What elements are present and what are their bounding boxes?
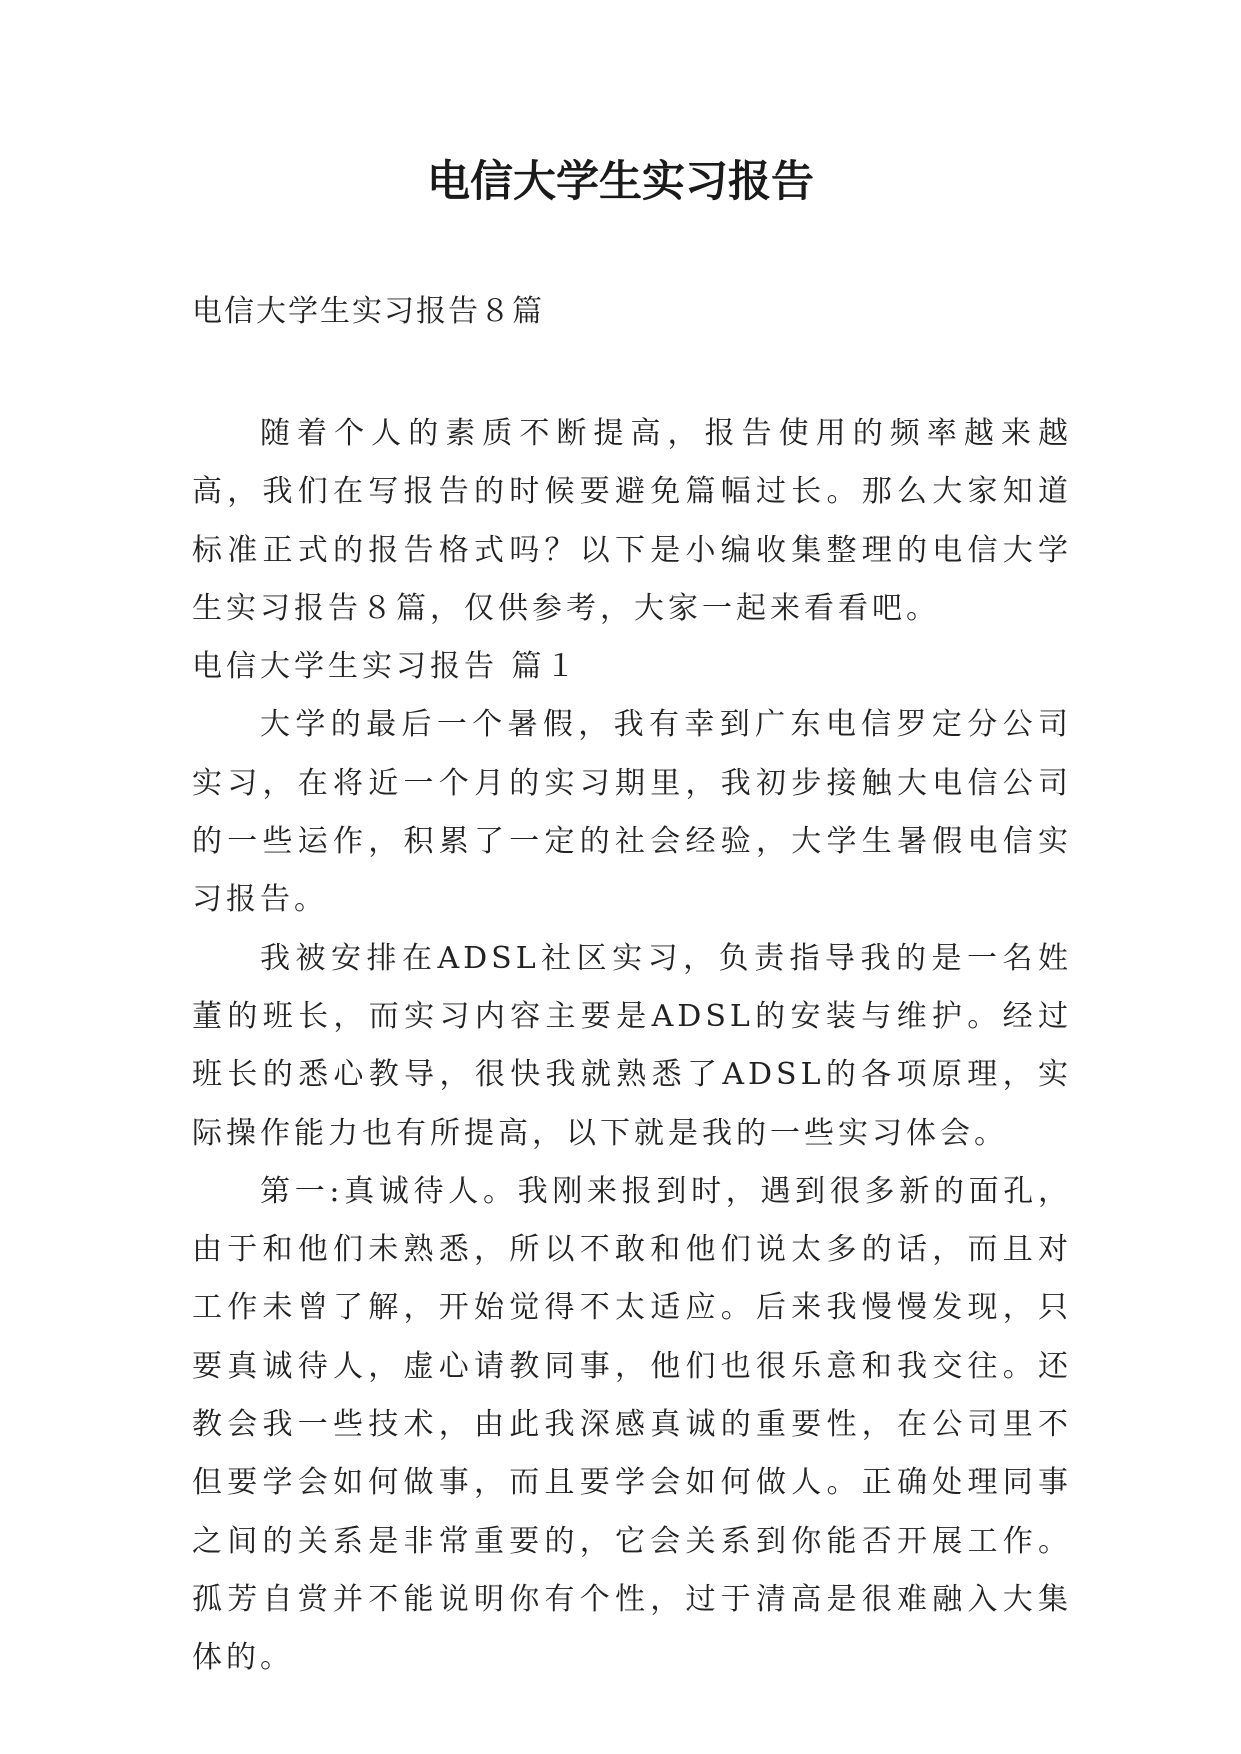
- section-heading: 电信大学生实习报告 篇１: [192, 649, 580, 685]
- document-subtitle: 电信大学生实习报告８篇: [192, 294, 544, 329]
- body-paragraph: 大学的最后一个暑假，我有幸到广东电信罗定分公司实习，在将近一个月的实习期里，我初步接触大电信公司的一些运作，积累了一定的社会经验，大学生暑假电信实习报告。: [192, 707, 1072, 918]
- document-body: [192, 405, 1072, 1688]
- body-paragraph: 第一:真诚待人。我刚来报到时，遇到很多新的面孔，由于和他们未熟悉，所以不敢和他们说太多的话，而且对工作未曾了解，开始觉得不太适应。后来我慢慢发现，只要真诚待人，虚心请教同事，他们也很乐意和我交往。还教会我一些技术，由此我深感真诚的重要性，在公司里不但要学会如何做事，而且要学会如何做人。正确处理同事之间的关系是非常重要的，它会关系到你能否开展工作。孤芳自赏并不能说明你有个性，过于清高是很难融入大集体的。: [192, 1173, 1072, 1676]
- body-paragraph: 我被安排在ADSL社区实习，负责指导我的是一名姓董的班长，而实习内容主要是ADSL的安装与维护。经过班长的悉心教导，很快我就熟悉了ADSL的各项原理，实际操作能力也有所提高，以下就是我的一些实习体会。: [192, 940, 1072, 1151]
- page-title: 电信大学生实习报告: [427, 157, 814, 207]
- intro-paragraph: 随着个人的素质不断提高，报告使用的频率越来越高，我们在写报告的时候要避免篇幅过长。那么大家知道标准正式的报告格式吗？以下是小编收集整理的电信大学生实习报告８篇，仅供参考，大家一起来看看吧。: [192, 416, 1072, 626]
